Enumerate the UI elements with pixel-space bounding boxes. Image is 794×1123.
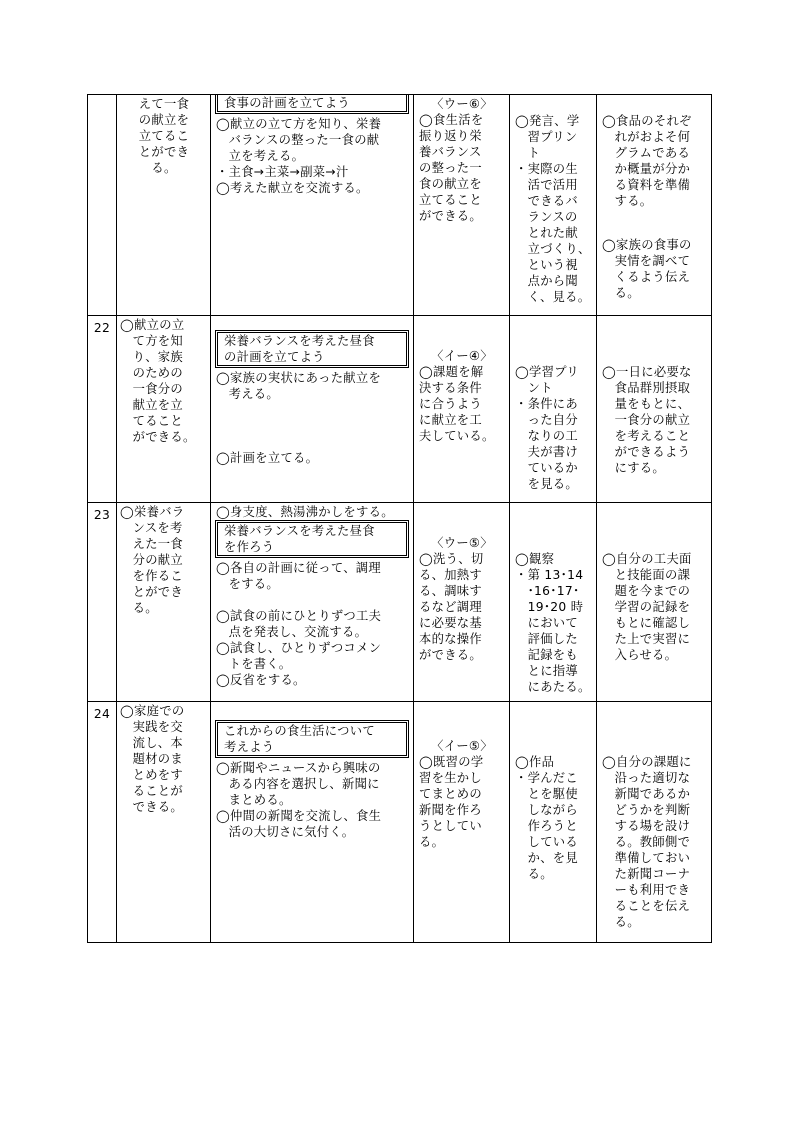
lesson-number: 23 <box>88 503 117 702</box>
teaching-notes-cell <box>597 316 712 503</box>
table-row <box>88 702 712 943</box>
activity-item: ◯身支度、熱湯沸かしをする。 <box>216 505 394 519</box>
teaching-note: ◯家族の食事の 実情を調べて くるよう伝え る。 <box>602 238 692 300</box>
teaching-note: ◯一日に必要な 食品群別摂取 量をもとに、 一食分の献立 を考えること ができるよう にする。 <box>602 365 692 475</box>
topic-box <box>215 330 409 368</box>
teaching-notes-cell <box>597 503 712 702</box>
evaluation-cell <box>414 503 510 702</box>
topic-title: 食事の計画を立てよう <box>224 96 350 110</box>
learning-activity-cell <box>211 316 414 503</box>
activity-item: ◯家族の実状にあった献立を 考える。 <box>216 371 382 401</box>
lesson-number <box>88 95 117 316</box>
topic-title: 栄養バランスを考えた昼食 を作ろう <box>224 524 375 554</box>
activity-item: ◯考えた献立を交流する。 <box>216 181 369 195</box>
teaching-note: ◯食品のそれぞ れがおよそ何 グラムである か概量が分か る資料を準備 する。 <box>602 114 692 208</box>
evaluation-criterion: ◯課題を解 決する条件 に合うよう に献立を工 夫している。 <box>419 365 495 443</box>
evaluation-criterion-mark: 〈ウー⑥〉 <box>431 97 493 111</box>
evaluation-criterion-mark: 〈イー④〉 <box>431 349 493 363</box>
topic-box <box>215 720 409 758</box>
lesson-goal-cell <box>117 95 211 316</box>
evaluation-method-cell <box>510 702 597 943</box>
topic-box <box>215 520 409 558</box>
lesson-goal: ◯家庭での 実践を交 流し、本 題材のま とめをす ることが できる。 <box>120 704 185 814</box>
learning-activity-cell <box>211 95 414 316</box>
evaluation-criterion: ◯食生活を 振り返り栄 養バランス の整った一 食の献立を 立てること ができる。 <box>419 113 484 223</box>
evaluation-cell <box>414 702 510 943</box>
table-row <box>88 503 712 702</box>
topic-title: これからの食生活について 考えよう <box>224 724 375 754</box>
activity-item: ◯仲間の新聞を交流し、食生 活の大切さに気付く。 <box>216 809 382 839</box>
activity-item: ◯各自の計画に従って、調理 をする。 <box>216 561 381 591</box>
evaluation-method: ◯観察 ・第 13･14 ･16･17･ 19･20 時 において 評価した 記録をも とに指導 にあたる。 <box>515 552 591 694</box>
evaluation-criterion: ◯洗う、切 る、加熱す る、調味す るなど調理 に必要な基 本的な操作 ができる。 <box>419 552 484 662</box>
evaluation-cell <box>414 316 510 503</box>
teaching-note: ◯自分の課題に 沿った適切な 新聞であるか どうかを判断 する場を設け る。教師側で 準備しておい た新聞コーナ ーも利用でき ることを伝え る。 <box>602 755 692 929</box>
lesson-goal: えて一食 の献立を 立てるこ とができ る。 <box>138 97 190 175</box>
evaluation-method-cell <box>510 316 597 503</box>
activity-item: ・主食→主菜→副菜→汁 <box>216 165 349 179</box>
topic-box <box>215 95 409 114</box>
learning-activity-cell <box>211 702 414 943</box>
lesson-number: 22 <box>88 316 117 503</box>
evaluation-method: ◯発言、学 習プリン ト ・実際の生 活で活用 できるバ ランスの とれた献 立づくり、 という視 点から聞 く、見る。 <box>515 114 591 304</box>
activity-item: ◯試食の前にひとりずつ工夫 点を発表し、交流する。 <box>216 609 382 639</box>
lesson-goal-cell <box>117 316 211 503</box>
evaluation-method: ◯作品 ・学んだこ とを駆使 しながら 作ろうと している か、を見 る。 <box>515 755 578 881</box>
activity-item: ◯計画を立てる。 <box>216 451 319 465</box>
lesson-goal: ◯献立の立 て方を知 り、家族 のための 一食分の 献立を立 てること ができる。 <box>120 318 196 444</box>
activity-item: ◯献立の立て方を知り、栄養 バランスの整った一食の献 立を考える。 <box>216 117 382 163</box>
lesson-number: 24 <box>88 702 117 943</box>
activity-item: ◯反省をする。 <box>216 673 306 687</box>
evaluation-criterion: ◯既習の学 習を生かし てまとめの 新聞を作ろ うとしてい る。 <box>419 755 484 849</box>
activity-item: ◯新聞やニュースから興味の ある内容を選択し、新聞に まとめる。 <box>216 761 381 807</box>
lesson-goal-cell <box>117 702 211 943</box>
learning-activity-cell <box>211 503 414 702</box>
evaluation-criterion-mark: 〈イー⑤〉 <box>431 739 493 753</box>
lesson-plan-table <box>87 94 712 943</box>
evaluation-method-cell <box>510 503 597 702</box>
teaching-note: ◯自分の工夫面 と技能面の課 題を今までの 学習の記録を もとに確認し た上で実習に 入らせる。 <box>602 552 692 662</box>
topic-title: 栄養バランスを考えた昼食 の計画を立てよう <box>224 334 375 364</box>
evaluation-cell <box>414 95 510 316</box>
table-row <box>88 316 712 503</box>
evaluation-method: ◯学習プリ ント ・条件にあ った自分 なりの工 夫が書け ているか を見る。 <box>515 365 579 491</box>
table-row <box>88 95 712 316</box>
activity-item: ◯試食し、ひとりずつコメン トを書く。 <box>216 641 382 671</box>
teaching-notes-cell <box>597 702 712 943</box>
lesson-goal: ◯栄養バラ ンスを考 えた一食 分の献立 を作るこ とができ る。 <box>120 505 185 615</box>
teaching-notes-cell <box>597 95 712 316</box>
evaluation-criterion-mark: 〈ウー⑤〉 <box>431 536 493 550</box>
evaluation-method-cell <box>510 95 597 316</box>
lesson-goal-cell <box>117 503 211 702</box>
